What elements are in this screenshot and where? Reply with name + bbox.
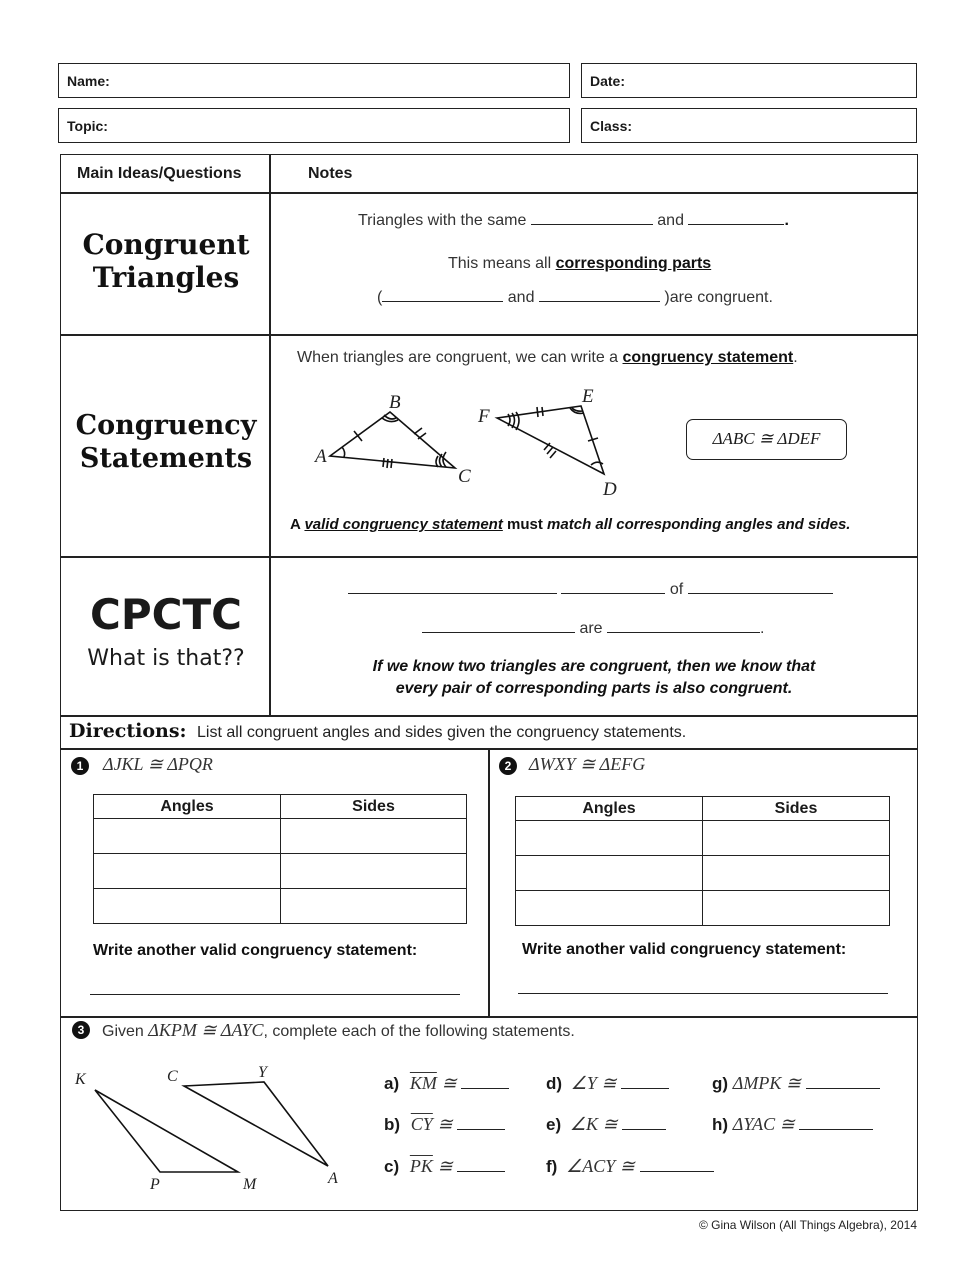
- text: must: [507, 516, 543, 533]
- text: are: [579, 620, 603, 637]
- question-letter: e): [546, 1115, 562, 1134]
- segment: $\overline{PK}$: [409, 1156, 433, 1176]
- relation: ≅: [437, 1114, 453, 1134]
- answer-cell[interactable]: [516, 821, 703, 856]
- column-header-angles: Angles: [94, 795, 281, 819]
- column-header-angles: Angles: [516, 797, 703, 821]
- text: .: [760, 620, 765, 637]
- relation: ≅: [441, 1073, 457, 1093]
- rule-section3: [60, 715, 918, 717]
- vertex-label-p: P: [150, 1176, 160, 1193]
- text: This means all: [448, 255, 552, 272]
- answer-blank[interactable]: [531, 211, 653, 225]
- definition-line: [358, 211, 789, 230]
- text: Triangles with the same: [358, 212, 527, 229]
- question-letter: d): [546, 1074, 563, 1093]
- question-letter: c): [384, 1157, 400, 1176]
- topic-label: Topic:: [67, 118, 108, 134]
- answer-blank[interactable]: [621, 1075, 669, 1089]
- text: .: [784, 212, 789, 229]
- cpctc-explanation-line1: If we know two triangles are congruent, then we know that: [372, 658, 816, 675]
- title-line: Congruency: [75, 410, 257, 441]
- answer-cell[interactable]: [703, 891, 890, 926]
- problem2-statement: ΔWXY ≅ ΔEFG: [529, 754, 646, 774]
- name-field[interactable]: [58, 63, 570, 98]
- relation: ≅: [437, 1156, 453, 1176]
- question-letter: h): [712, 1115, 729, 1134]
- text: (: [377, 289, 383, 306]
- congruency-statement: ΔABC ≅ ΔDEF: [712, 429, 821, 448]
- vertex-label-y: Y: [258, 1064, 267, 1081]
- answer-blank[interactable]: [422, 619, 575, 633]
- answer-cell[interactable]: [94, 889, 281, 924]
- question-a: [384, 1073, 509, 1094]
- answer-cell[interactable]: [516, 891, 703, 926]
- segment: $\overline{KM}$: [409, 1073, 437, 1093]
- answer-blank[interactable]: [806, 1075, 880, 1089]
- answer-blank[interactable]: [688, 211, 784, 225]
- answer-blank[interactable]: [457, 1116, 505, 1130]
- directions-row: [69, 720, 686, 742]
- problem1-prompt: Write another valid congruency statement:: [93, 942, 418, 959]
- text: of: [669, 581, 684, 598]
- vertex-label-c: C: [167, 1068, 178, 1085]
- expression: ΔMPK ≅: [732, 1073, 801, 1093]
- question-e: [546, 1114, 666, 1135]
- parts-line: [377, 288, 773, 307]
- title-line: Statements: [79, 443, 253, 474]
- directions-label: Directions:: [69, 720, 187, 742]
- vertex-label-d: D: [603, 479, 617, 500]
- expression: ∠Y ≅: [570, 1073, 617, 1093]
- key-term: congruency statement: [622, 349, 794, 366]
- rule-section1: [60, 334, 918, 336]
- cpctc-line2: [422, 619, 764, 638]
- vertex-label-e: E: [582, 386, 594, 407]
- question-letter: b): [384, 1115, 401, 1134]
- vertex-label-m: M: [243, 1176, 257, 1193]
- problem3-given: [102, 1020, 575, 1041]
- column-header-sides: Sides: [281, 795, 467, 819]
- problem-number-2: 2: [499, 757, 517, 775]
- answer-cell[interactable]: [281, 889, 467, 924]
- vertex-label-f: F: [478, 406, 490, 427]
- text: .: [793, 349, 798, 366]
- vertex-label-k: K: [75, 1071, 86, 1088]
- column-main-ideas: Main Ideas/Questions: [77, 165, 242, 182]
- question-letter: f): [546, 1157, 558, 1176]
- text: Given: [102, 1023, 144, 1040]
- copyright-footer: © Gina Wilson (All Things Algebra), 2014: [698, 1218, 917, 1232]
- class-label: Class:: [590, 118, 633, 134]
- column-header-sides: Sides: [703, 797, 890, 821]
- rule-section2: [60, 556, 918, 558]
- vertex-label-c: C: [458, 466, 471, 487]
- problem2-table: [515, 796, 890, 926]
- answer-blank[interactable]: [382, 288, 503, 302]
- question-g: [712, 1073, 880, 1094]
- vertex-label-b: B: [389, 392, 401, 413]
- segment: $\overline{CY}$: [410, 1114, 433, 1134]
- text: )are congruent.: [664, 289, 773, 306]
- column-notes: Notes: [308, 165, 353, 182]
- answer-cell[interactable]: [516, 856, 703, 891]
- meaning-line: [448, 255, 711, 273]
- vertex-label-a: A: [328, 1170, 338, 1187]
- problem-number-1: 1: [71, 757, 89, 775]
- question-c: [384, 1156, 505, 1177]
- title-line: Triangles: [92, 261, 240, 294]
- expression: ΔYAC ≅: [732, 1114, 795, 1134]
- answer-blank[interactable]: [461, 1075, 509, 1089]
- answer-blank[interactable]: [539, 288, 660, 302]
- class-field[interactable]: [581, 108, 917, 143]
- answer-cell[interactable]: [94, 854, 281, 889]
- section-title-congruent-triangles: [62, 228, 270, 294]
- text: , complete each of the following statements.: [263, 1023, 575, 1040]
- answer-cell[interactable]: [703, 821, 890, 856]
- key-term: valid congruency statement: [304, 516, 503, 533]
- problem1-statement: ΔJKL ≅ ΔPQR: [103, 754, 213, 774]
- answer-blank[interactable]: [688, 580, 833, 594]
- section-title-congruency-statements: [62, 409, 270, 475]
- question-f: [546, 1156, 714, 1177]
- directions-text: List all congruent angles and sides given the congruency statements.: [197, 724, 687, 741]
- question-h: [712, 1114, 873, 1135]
- date-field[interactable]: [581, 63, 917, 98]
- question-d: [546, 1073, 669, 1094]
- answer-blank[interactable]: [622, 1116, 666, 1130]
- text: match all corresponding angles and sides.: [547, 516, 851, 533]
- date-label: Date:: [590, 73, 626, 89]
- statement-intro: [297, 349, 798, 367]
- rule-problems: [60, 1016, 918, 1018]
- cpctc-explanation-line2: every pair of corresponding parts is also congruent.: [395, 680, 793, 697]
- question-letter: g): [712, 1074, 729, 1093]
- text: and: [507, 289, 535, 306]
- answer-blank[interactable]: [348, 580, 557, 594]
- key-term: corresponding parts: [555, 255, 712, 272]
- text: When triangles are congruent, we can write a: [297, 349, 619, 366]
- answer-blank[interactable]: [607, 619, 760, 633]
- answer-cell[interactable]: [281, 819, 467, 854]
- section-title-cpctc: CPCTC: [90, 590, 242, 639]
- expression: ∠K ≅: [569, 1114, 618, 1134]
- problem2-answer-line[interactable]: [518, 993, 888, 994]
- name-label: Name:: [67, 73, 110, 89]
- congruency-statement-box: [686, 419, 847, 460]
- expression: ∠ACY ≅: [566, 1156, 635, 1176]
- cpctc-line1: [348, 580, 833, 599]
- question-letter: a): [384, 1074, 400, 1093]
- problem2-prompt: Write another valid congruency statement:: [522, 941, 847, 958]
- answer-cell[interactable]: [703, 856, 890, 891]
- valid-statement-note: [290, 516, 850, 533]
- question-b: [384, 1114, 505, 1135]
- text: A: [290, 516, 301, 533]
- problem-divider: [488, 748, 490, 1016]
- answer-blank[interactable]: [457, 1158, 505, 1172]
- text: and: [657, 212, 684, 229]
- problem-number-3: 3: [72, 1021, 90, 1039]
- topic-field[interactable]: [58, 108, 570, 143]
- title-line: Congruent: [82, 228, 250, 261]
- given-statement: ΔKPM ≅ ΔAYC: [148, 1020, 264, 1040]
- cpctc-subtitle: What is that??: [87, 646, 245, 671]
- answer-blank[interactable]: [640, 1158, 714, 1172]
- problem1-table: [93, 794, 467, 924]
- vertex-label-a: A: [315, 446, 327, 467]
- answer-blank[interactable]: [799, 1116, 873, 1130]
- problem1-answer-line[interactable]: [90, 994, 460, 995]
- answer-blank[interactable]: [561, 580, 665, 594]
- answer-cell[interactable]: [94, 819, 281, 854]
- answer-cell[interactable]: [281, 854, 467, 889]
- rule-colhead: [60, 192, 918, 194]
